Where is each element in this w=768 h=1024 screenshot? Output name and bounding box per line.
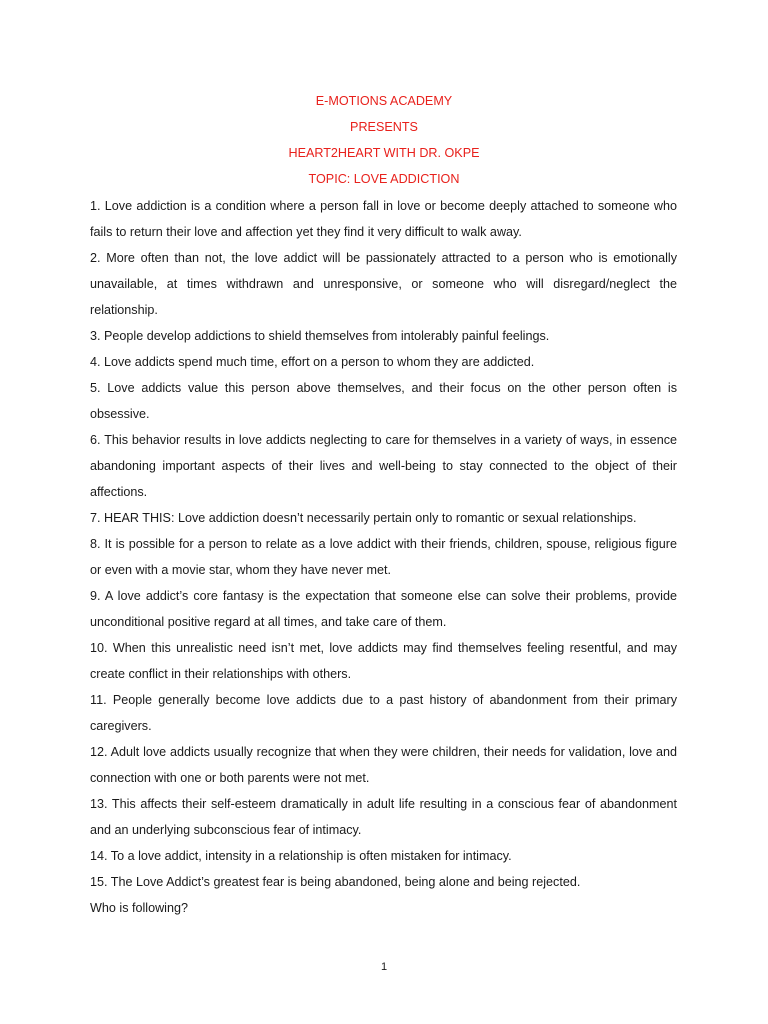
paragraph: 3. People develop addictions to shield themselves from intolerably painful feelings. [90, 329, 550, 343]
academy-title: E-MOTIONS ACADEMY [315, 94, 453, 108]
page-number: 1 [380, 961, 388, 973]
paragraph: 8. It is possible for a person to relate as a love addict with their friends, children, spouse, religious figure or even with a movie star, whom they have never met. [90, 537, 677, 577]
paragraph: 4. Love addicts spend much time, effort on a person to whom they are addicted. [90, 355, 535, 369]
paragraph: 5. Love addicts value this person above themselves, and their focus on the other person often is obsessive. [90, 381, 677, 421]
document-header [90, 88, 678, 192]
closing-question: Who is following? [90, 901, 188, 915]
paragraph: 6. This behavior results in love addicts neglecting to care for themselves in a variety of ways, in essence abandoning important aspects of their lives and well-being to stay connected to the object of their affections. [90, 433, 677, 499]
paragraph: 10. When this unrealistic need isn’t met, love addicts may find themselves feeling resentful, and may create conflict in their relationships with others. [90, 641, 677, 681]
paragraph: 7. HEAR THIS: Love addiction doesn’t necessarily pertain only to romantic or sexual relationships. [90, 511, 637, 525]
presents-line: PRESENTS [350, 120, 418, 134]
paragraph: 14. To a love addict, intensity in a relationship is often mistaken for intimacy. [90, 849, 512, 863]
paragraph: 1. Love addiction is a condition where a person fall in love or become deeply attached to someone who fails to return their love and affection yet they find it very difficult to walk away. [90, 199, 677, 239]
paragraph: 11. People generally become love addicts due to a past history of abandonment from their primary caregivers. [90, 693, 677, 733]
program-title: HEART2HEART WITH DR. OKPE [288, 146, 480, 160]
topic-line: TOPIC: LOVE ADDICTION [308, 172, 460, 186]
paragraph: 15. The Love Addict’s greatest fear is being abandoned, being alone and being rejected. [90, 875, 581, 889]
paragraph: 12. Adult love addicts usually recognize that when they were children, their needs for validation, love and connection with one or both parents were not met. [90, 745, 677, 785]
paragraph: 9. A love addict’s core fantasy is the expectation that someone else can solve their problems, provide unconditional positive regard at all times, and take care of them. [90, 589, 677, 629]
paragraph: 13. This affects their self-esteem dramatically in adult life resulting in a conscious fear of abandonment and an underlying subconscious fear of intimacy. [90, 797, 677, 837]
paragraph: 2. More often than not, the love addict will be passionately attracted to a person who is emotionally unavailable, at times withdrawn and unresponsive, or someone who will disregard/neglect the relationship. [90, 251, 677, 317]
document-body [90, 193, 677, 921]
